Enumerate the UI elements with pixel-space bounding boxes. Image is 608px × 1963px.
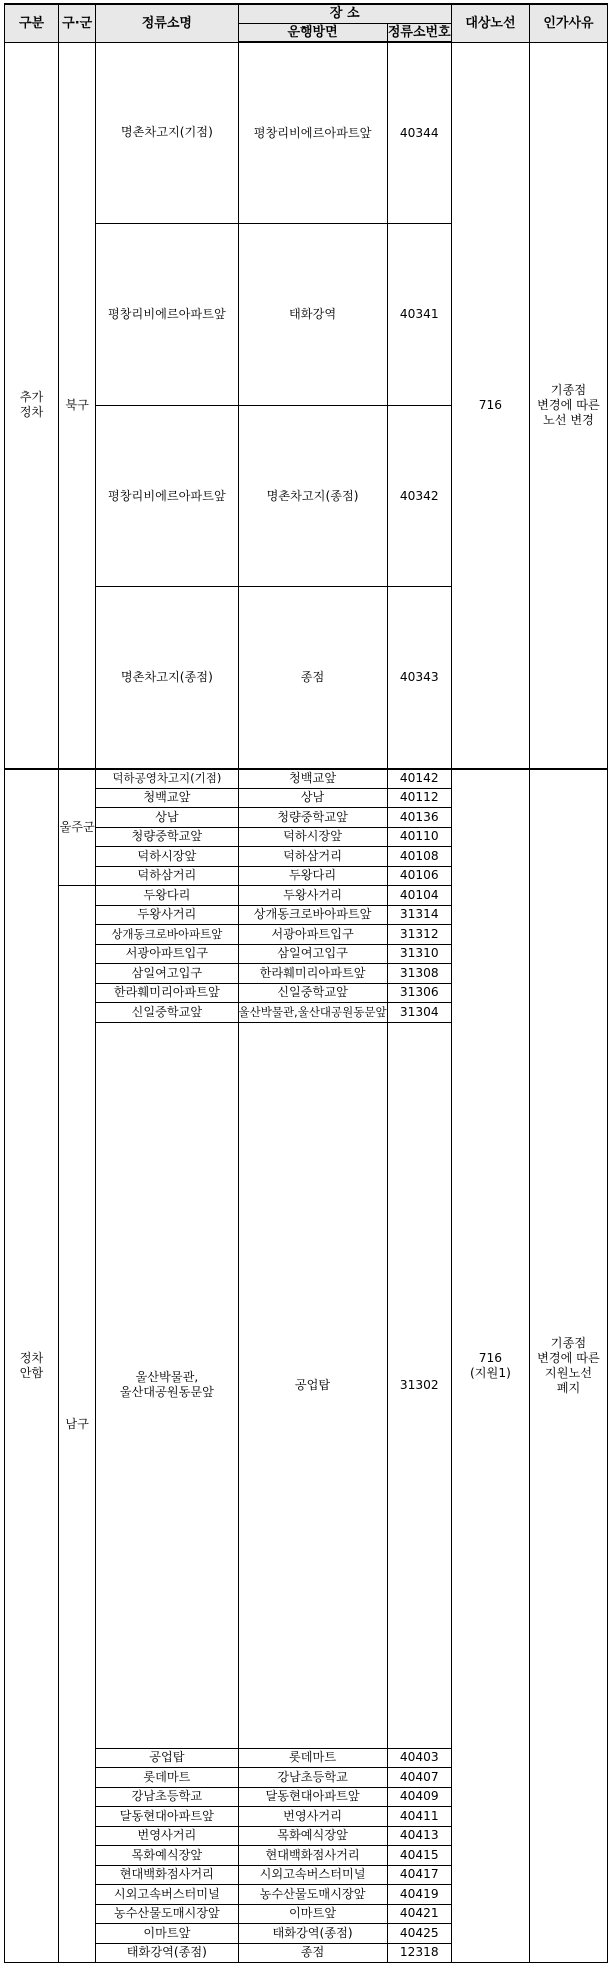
stop-name-cell: 한라훼미리아파트앞	[96, 983, 238, 1003]
direction-cell: 서광아파트입구	[238, 925, 387, 945]
stop-name-cell: 명촌차고지(종점)	[96, 587, 238, 769]
stop-name-cell: 덕하삼거리	[96, 866, 238, 886]
stop-name-cell: 상개동크로바아파트앞	[96, 925, 238, 945]
stop-number-cell: 40407	[387, 1768, 451, 1788]
header-location: 장 소	[238, 4, 451, 23]
direction-cell: 강남초등학교	[238, 1768, 387, 1788]
direction-cell: 한라훼미리아파트앞	[238, 964, 387, 984]
direction-cell: 신일중학교앞	[238, 983, 387, 1003]
reason-cell: 기종점 변경에 따른 노선 변경	[529, 42, 607, 769]
direction-cell: 공업탑	[238, 1022, 387, 1748]
direction-cell: 현대백화점사거리	[238, 1846, 387, 1866]
stop-number-cell: 31312	[387, 925, 451, 945]
table-row	[5, 769, 608, 789]
direction-cell: 두왕다리	[238, 866, 387, 886]
direction-cell: 명촌차고지(종점)	[238, 405, 387, 587]
direction-cell: 덕하시장앞	[238, 827, 387, 847]
header-direction: 운행방면	[238, 23, 387, 42]
header-district: 구·군	[59, 4, 96, 42]
direction-cell: 상개동크로바아파트앞	[238, 905, 387, 925]
stop-name-cell: 서광아파트입구	[96, 944, 238, 964]
category-cell: 추가 정차	[5, 42, 59, 769]
stop-number-cell: 40136	[387, 808, 451, 828]
stop-number-cell: 31314	[387, 905, 451, 925]
direction-cell: 종점	[238, 587, 387, 769]
direction-cell: 상남	[238, 788, 387, 808]
stop-name-cell: 롯데마트	[96, 1768, 238, 1788]
table-header	[5, 4, 608, 42]
stop-name-cell: 번영사거리	[96, 1826, 238, 1846]
category-cell: 정차 안함	[5, 769, 59, 1963]
direction-cell: 목화예식장앞	[238, 1826, 387, 1846]
stop-name-cell: 태화강역(종점)	[96, 1943, 238, 1963]
stop-number-cell: 40344	[387, 42, 451, 224]
direction-cell: 종점	[238, 1943, 387, 1963]
stop-number-cell: 40108	[387, 847, 451, 867]
stop-name-cell: 청백교앞	[96, 788, 238, 808]
stop-name-cell: 농수산물도매시장앞	[96, 1904, 238, 1924]
header-reason: 인가사유	[529, 4, 607, 42]
stop-number-cell: 40419	[387, 1885, 451, 1905]
direction-cell: 덕하삼거리	[238, 847, 387, 867]
header-category: 구분	[5, 4, 59, 42]
table-body	[5, 42, 608, 1963]
direction-cell: 이마트앞	[238, 1904, 387, 1924]
direction-cell: 태화강역(종점)	[238, 1924, 387, 1944]
stop-number-cell: 40142	[387, 769, 451, 789]
stop-name-cell: 청량중학교앞	[96, 827, 238, 847]
stop-number-cell: 40104	[387, 886, 451, 906]
direction-cell: 청량중학교앞	[238, 808, 387, 828]
stop-number-cell: 40106	[387, 866, 451, 886]
table-row	[5, 42, 608, 224]
stop-number-cell: 40409	[387, 1787, 451, 1807]
stop-name-cell: 시외고속버스터미널	[96, 1885, 238, 1905]
stop-number-cell: 40403	[387, 1748, 451, 1768]
stop-name-cell: 명촌차고지(기점)	[96, 42, 238, 224]
stop-number-cell: 31308	[387, 964, 451, 984]
direction-cell: 롯데마트	[238, 1748, 387, 1768]
stop-number-cell: 40425	[387, 1924, 451, 1944]
stop-name-cell: 공업탑	[96, 1748, 238, 1768]
stop-number-cell: 31304	[387, 1003, 451, 1023]
stop-name-cell: 강남초등학교	[96, 1787, 238, 1807]
district-cell: 울주군	[59, 769, 96, 886]
stop-name-cell: 덕하공영차고지(기점)	[96, 769, 238, 789]
stop-number-cell: 40411	[387, 1807, 451, 1827]
stop-name-cell: 평창리비에르아파트앞	[96, 405, 238, 587]
direction-cell: 청백교앞	[238, 769, 387, 789]
stop-name-cell: 신일중학교앞	[96, 1003, 238, 1023]
stop-number-cell: 40415	[387, 1846, 451, 1866]
stop-number-cell: 40343	[387, 587, 451, 769]
stop-number-cell: 40417	[387, 1865, 451, 1885]
stop-name-cell: 이마트앞	[96, 1924, 238, 1944]
stop-name-cell: 삼일여고입구	[96, 964, 238, 984]
direction-cell: 태화강역	[238, 224, 387, 406]
reason-cell: 기종점 변경에 따른 지원노선 폐지	[529, 769, 607, 1963]
header-stop-name: 정류소명	[96, 4, 238, 42]
direction-cell: 시외고속버스터미널	[238, 1865, 387, 1885]
stop-name-cell: 달동현대아파트앞	[96, 1807, 238, 1827]
stop-name-cell: 상남	[96, 808, 238, 828]
bus-stop-table	[4, 3, 608, 1963]
stop-name-cell: 평창리비에르아파트앞	[96, 224, 238, 406]
stop-number-cell: 31302	[387, 1022, 451, 1748]
stop-number-cell: 40341	[387, 224, 451, 406]
district-cell: 북구	[59, 42, 96, 769]
header-target-route: 대상노선	[451, 4, 529, 42]
direction-cell: 두왕사거리	[238, 886, 387, 906]
stop-number-cell: 40421	[387, 1904, 451, 1924]
stop-number-cell: 40110	[387, 827, 451, 847]
direction-cell: 농수산물도매시장앞	[238, 1885, 387, 1905]
stop-number-cell: 31306	[387, 983, 451, 1003]
stop-name-cell: 울산박물관, 울산대공원동문앞	[96, 1022, 238, 1748]
stop-number-cell: 40342	[387, 405, 451, 587]
stop-number-cell: 31310	[387, 944, 451, 964]
header-stop-number: 정류소번호	[387, 23, 451, 42]
stop-number-cell: 40112	[387, 788, 451, 808]
direction-cell: 울산박물관,울산대공원동문앞	[238, 1003, 387, 1023]
direction-cell: 평창리비에르아파트앞	[238, 42, 387, 224]
direction-cell: 달동현대아파트앞	[238, 1787, 387, 1807]
target-route-cell: 716 (지원1)	[451, 769, 529, 1963]
stop-name-cell: 두왕사거리	[96, 905, 238, 925]
district-cell: 남구	[59, 886, 96, 1963]
direction-cell: 삼일여고입구	[238, 944, 387, 964]
stop-name-cell: 덕하시장앞	[96, 847, 238, 867]
stop-name-cell: 현대백화점사거리	[96, 1865, 238, 1885]
stop-name-cell: 두왕다리	[96, 886, 238, 906]
stop-number-cell: 12318	[387, 1943, 451, 1963]
stop-number-cell: 40413	[387, 1826, 451, 1846]
stop-name-cell: 목화예식장앞	[96, 1846, 238, 1866]
target-route-cell: 716	[451, 42, 529, 769]
direction-cell: 번영사거리	[238, 1807, 387, 1827]
